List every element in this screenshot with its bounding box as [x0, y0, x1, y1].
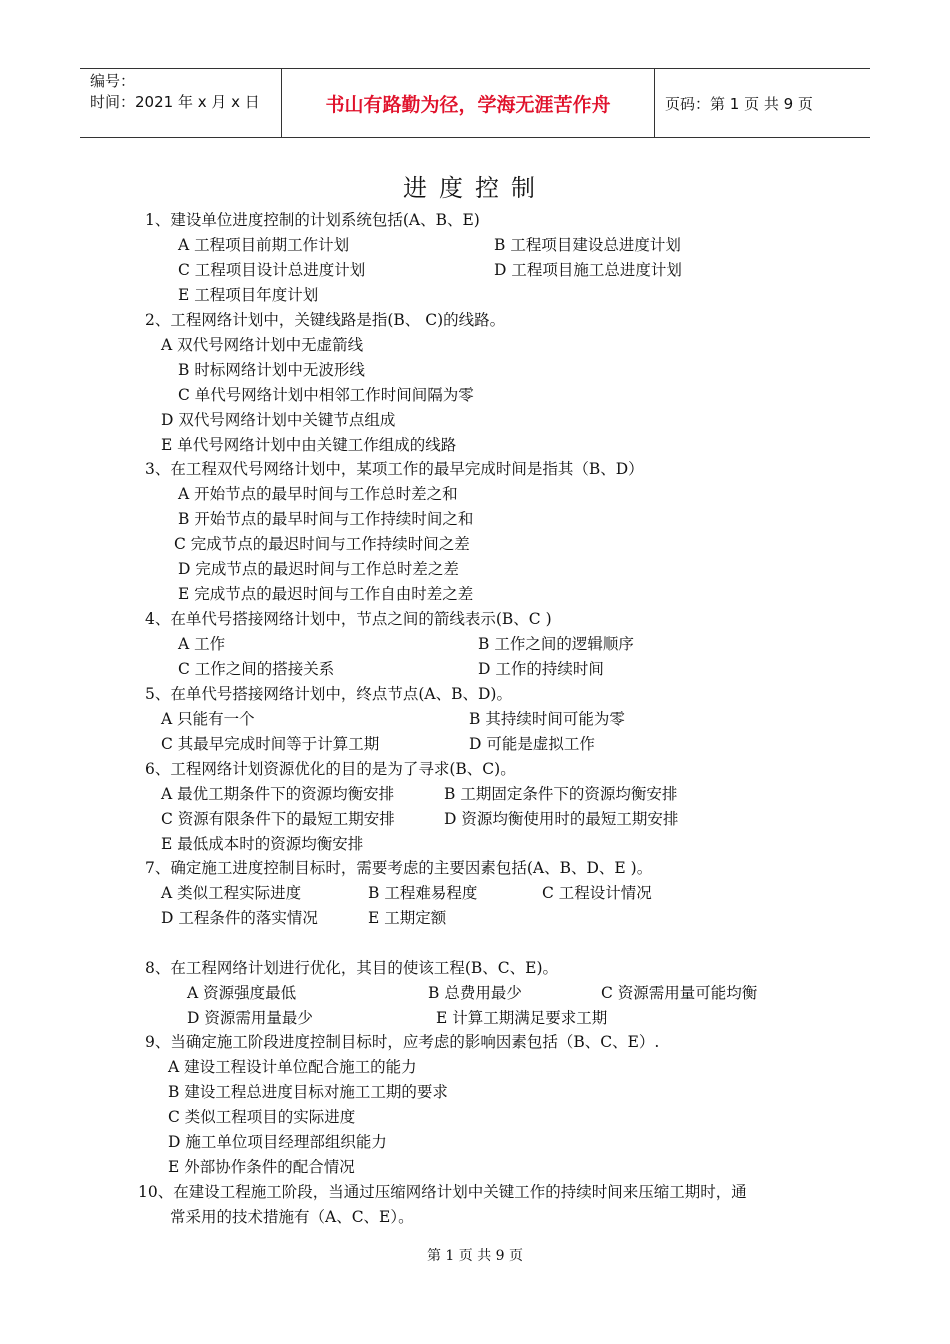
- option: E 单代号网络计划中由关键工作组成的线路: [161, 436, 457, 454]
- option: B 建设工程总进度目标对施工工期的要求: [168, 1083, 448, 1101]
- option: D 施工单位项目经理部组织能力: [168, 1133, 387, 1151]
- option: B 总费用最少: [428, 984, 522, 1002]
- question-1-stem: 1、建设单位进度控制的计划系统包括(A、B、E): [145, 211, 480, 229]
- option: A 类似工程实际进度: [161, 884, 302, 902]
- option: E 工期定额: [368, 909, 447, 927]
- page-info: 页码：第 1 页 共 9 页: [665, 94, 813, 113]
- option: E 最低成本时的资源均衡安排: [161, 835, 364, 853]
- option: D 资源需用量最少: [187, 1009, 313, 1027]
- option: A 开始节点的最早时间与工作总时差之和: [178, 485, 458, 503]
- option: B 其持续时间可能为零: [469, 710, 625, 728]
- option: B 时标网络计划中无波形线: [178, 361, 365, 379]
- option: A 资源强度最低: [187, 984, 297, 1002]
- motto: 书山有路勤为径，学海无涯苦作舟: [282, 69, 655, 137]
- option: C 完成节点的最迟时间与工作持续时间之差: [174, 535, 470, 553]
- option: B 开始节点的最早时间与工作持续时间之和: [178, 510, 474, 528]
- question-6-stem: 6、工程网络计划资源优化的目的是为了寻求(B、C)。: [145, 760, 516, 778]
- option: E 计算工期满足要求工期: [436, 1009, 608, 1027]
- header-table: [80, 68, 870, 138]
- option: C 类似工程项目的实际进度: [168, 1108, 356, 1126]
- document-title: 进度控制: [403, 174, 547, 202]
- header-meta: [80, 69, 282, 137]
- option: E 工程项目年度计划: [178, 286, 319, 304]
- option: B 工程项目建设总进度计划: [494, 236, 681, 254]
- question-7-stem: 7、确定施工进度控制目标时，需要考虑的主要因素包括(A、B、D、E )。: [145, 859, 653, 877]
- option: A 双代号网络计划中无虚箭线: [161, 336, 364, 354]
- option: D 工作的持续时间: [478, 660, 604, 678]
- question-10-stem: 10、在建设工程施工阶段，当通过压缩网络计划中关键工作的持续时间来压缩工期时，通: [138, 1183, 747, 1201]
- option: D 完成节点的最迟时间与工作总时差之差: [178, 560, 459, 578]
- option: E 完成节点的最迟时间与工作自由时差之差: [178, 585, 474, 603]
- option: C 资源有限条件下的最短工期安排: [161, 810, 395, 828]
- option: E 外部协作条件的配合情况: [168, 1158, 355, 1176]
- option: B 工程难易程度: [368, 884, 478, 902]
- page-footer: 第 1 页 共 9 页: [426, 1248, 524, 1264]
- question-5-stem: 5、在单代号搭接网络计划中，终点节点(A、B、D)。: [145, 685, 512, 703]
- option: C 工程项目设计总进度计划: [178, 261, 366, 279]
- question-8-stem: 8、在工程网络计划进行优化，其目的使该工程(B、C、E)。: [145, 959, 559, 977]
- time-label: 时间：2021 年 x 月 x 日: [90, 93, 260, 111]
- option: A 工程项目前期工作计划: [178, 236, 350, 254]
- option: B 工期固定条件下的资源均衡安排: [444, 785, 678, 803]
- option: C 其最早完成时间等于计算工期: [161, 735, 380, 753]
- question-2-stem: 2、工程网络计划中，关键线路是指(B、 C)的线路。: [145, 311, 506, 329]
- question-4-stem: 4、在单代号搭接网络计划中，节点之间的箭线表示(B、C ): [145, 610, 552, 628]
- option: C 工程设计情况: [542, 884, 652, 902]
- option: A 建设工程设计单位配合施工的能力: [168, 1058, 417, 1076]
- question-10-stem-continued: 常采用的技术措施有（A、C、E）。: [170, 1208, 414, 1226]
- option: D 双代号网络计划中关键节点组成: [161, 411, 396, 429]
- option: A 工作: [178, 635, 226, 653]
- option: D 工程条件的落实情况: [161, 909, 318, 927]
- option: D 资源均衡使用时的最短工期安排: [444, 810, 679, 828]
- option: A 只能有一个: [161, 710, 255, 728]
- number-label: 编号：: [90, 72, 136, 90]
- option: D 工程项目施工总进度计划: [494, 261, 682, 279]
- option: D 可能是虚拟工作: [469, 735, 595, 753]
- option: B 工作之间的逻辑顺序: [478, 635, 634, 653]
- option: C 资源需用量可能均衡: [601, 984, 758, 1002]
- option: C 单代号网络计划中相邻工作时间间隔为零: [178, 386, 474, 404]
- question-9-stem: 9、当确定施工阶段进度控制目标时，应考虑的影响因素包括（B、C、E）.: [145, 1033, 660, 1051]
- option: A 最优工期条件下的资源均衡安排: [161, 785, 395, 803]
- question-3-stem: 3、在工程双代号网络计划中，某项工作的最早完成时间是指其（B、D）: [145, 460, 644, 478]
- option: C 工作之间的搭接关系: [178, 660, 335, 678]
